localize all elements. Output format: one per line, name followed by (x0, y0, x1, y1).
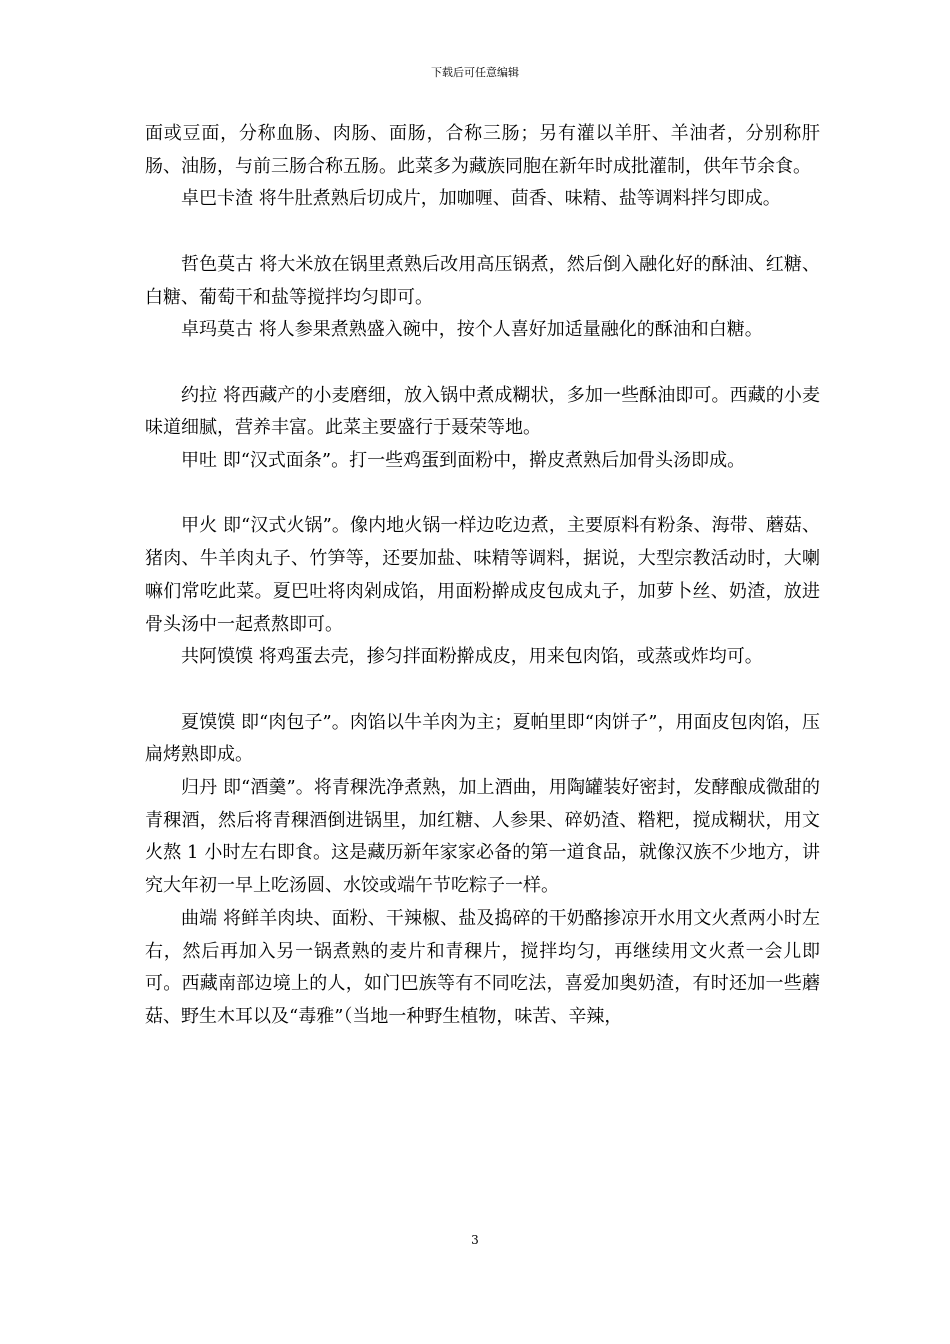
paragraph-quduan: 曲端 将鲜羊肉块、面粉、干辣椒、盐及捣碎的干奶酪掺凉开水用文火煮两小时左右，然后再加入另一锅煮熟的麦片和青稞片，搅拌均匀，再继续用文火煮一会儿即可。西藏南部边境上的人，如门巴族等有不同吃法，喜爱加奥奶渣，有时还加一些蘑菇、野生木耳以及“毒雅”（当地一种野生植物，味苦、辛辣， (145, 907, 820, 1027)
paragraph-continued-sausage: 面或豆面，分称血肠、肉肠、面肠，合称三肠；另有灌以羊肝、羊油者，分别称肝肠、油肠，与前三肠合称五肠。此菜多为藏族同胞在新年时成批灌制，供年节余食。 (145, 123, 820, 177)
paragraph-jiahuo: 甲火 即“汉式火锅”。像内地火锅一样边吃边煮，主要原料有粉条、海带、蘑菇、猪肉、牛羊肉丸子、竹笋等，还要加盐、味精等调料，据说，大型宗教活动时，大喇嘛们常吃此菜。夏巴吐将肉剁成馅，用面粉擀成皮包成丸子，加萝卜丝、奶渣，放进骨头汤中一起煮熬即可。 (145, 515, 820, 635)
paragraph-xiamomo: 夏馍馍 即“肉包子”。肉馅以牛羊肉为主；夏帕里即“肉饼子”，用面皮包肉馅，压扁烤熟即成。 (145, 711, 820, 766)
paragraph-zhuobakazha: 卓巴卡渣 将牛肚煮熟后切成片，加咖喱、茴香、味精、盐等调料拌匀即成。 (181, 188, 781, 210)
paragraph-yuela: 约拉 将西藏产的小麦磨细，放入锅中煮成糊状，多加一些酥油即可。西藏的小麦味道细腻，营养丰富。此菜主要盛行于聂荣等地。 (145, 384, 820, 439)
paragraph-jiatu: 甲吐 即“汉式面条”。打一些鸡蛋到面粉中，擀皮煮熟后加骨头汤即成。 (181, 450, 746, 471)
paragraph-guidan: 归丹 即“酒羹”。将青稞洗净煮熟，加上酒曲，用陶罐装好密封，发酵酿成微甜的青稞酒，然后将青稞酒倒进锅里，加红糖、人参果、碎奶渣、糌粑，搅成糊状，用文火熬 1 小时左右即食。这是藏历新年家家必备的第一道食品，就像汉族不少地方，讲究大年初一早上吃汤圆、水饺或端午节吃粽子一样。 (145, 777, 820, 897)
paragraph-zhuomamogu: 卓玛莫古 将人参果煮熟盛入碗中，按个人喜好加适量融化的酥油和白糖。 (181, 319, 763, 341)
page-number: 3 (471, 1233, 479, 1247)
paragraph-zhesemogu: 哲色莫古 将大米放在锅里煮熟后改用高压锅煮，然后倒入融化好的酥油、红糖、白糖、葡萄干和盐等搅拌均匀即可。 (145, 253, 820, 308)
paragraph-gongamomo: 共阿馍馍 将鸡蛋去壳，掺匀拌面粉擀成皮，用来包肉馅，或蒸或炸均可。 (181, 646, 763, 668)
document-body (145, 118, 820, 1034)
page-header: 下载后可任意编辑 (431, 66, 519, 79)
